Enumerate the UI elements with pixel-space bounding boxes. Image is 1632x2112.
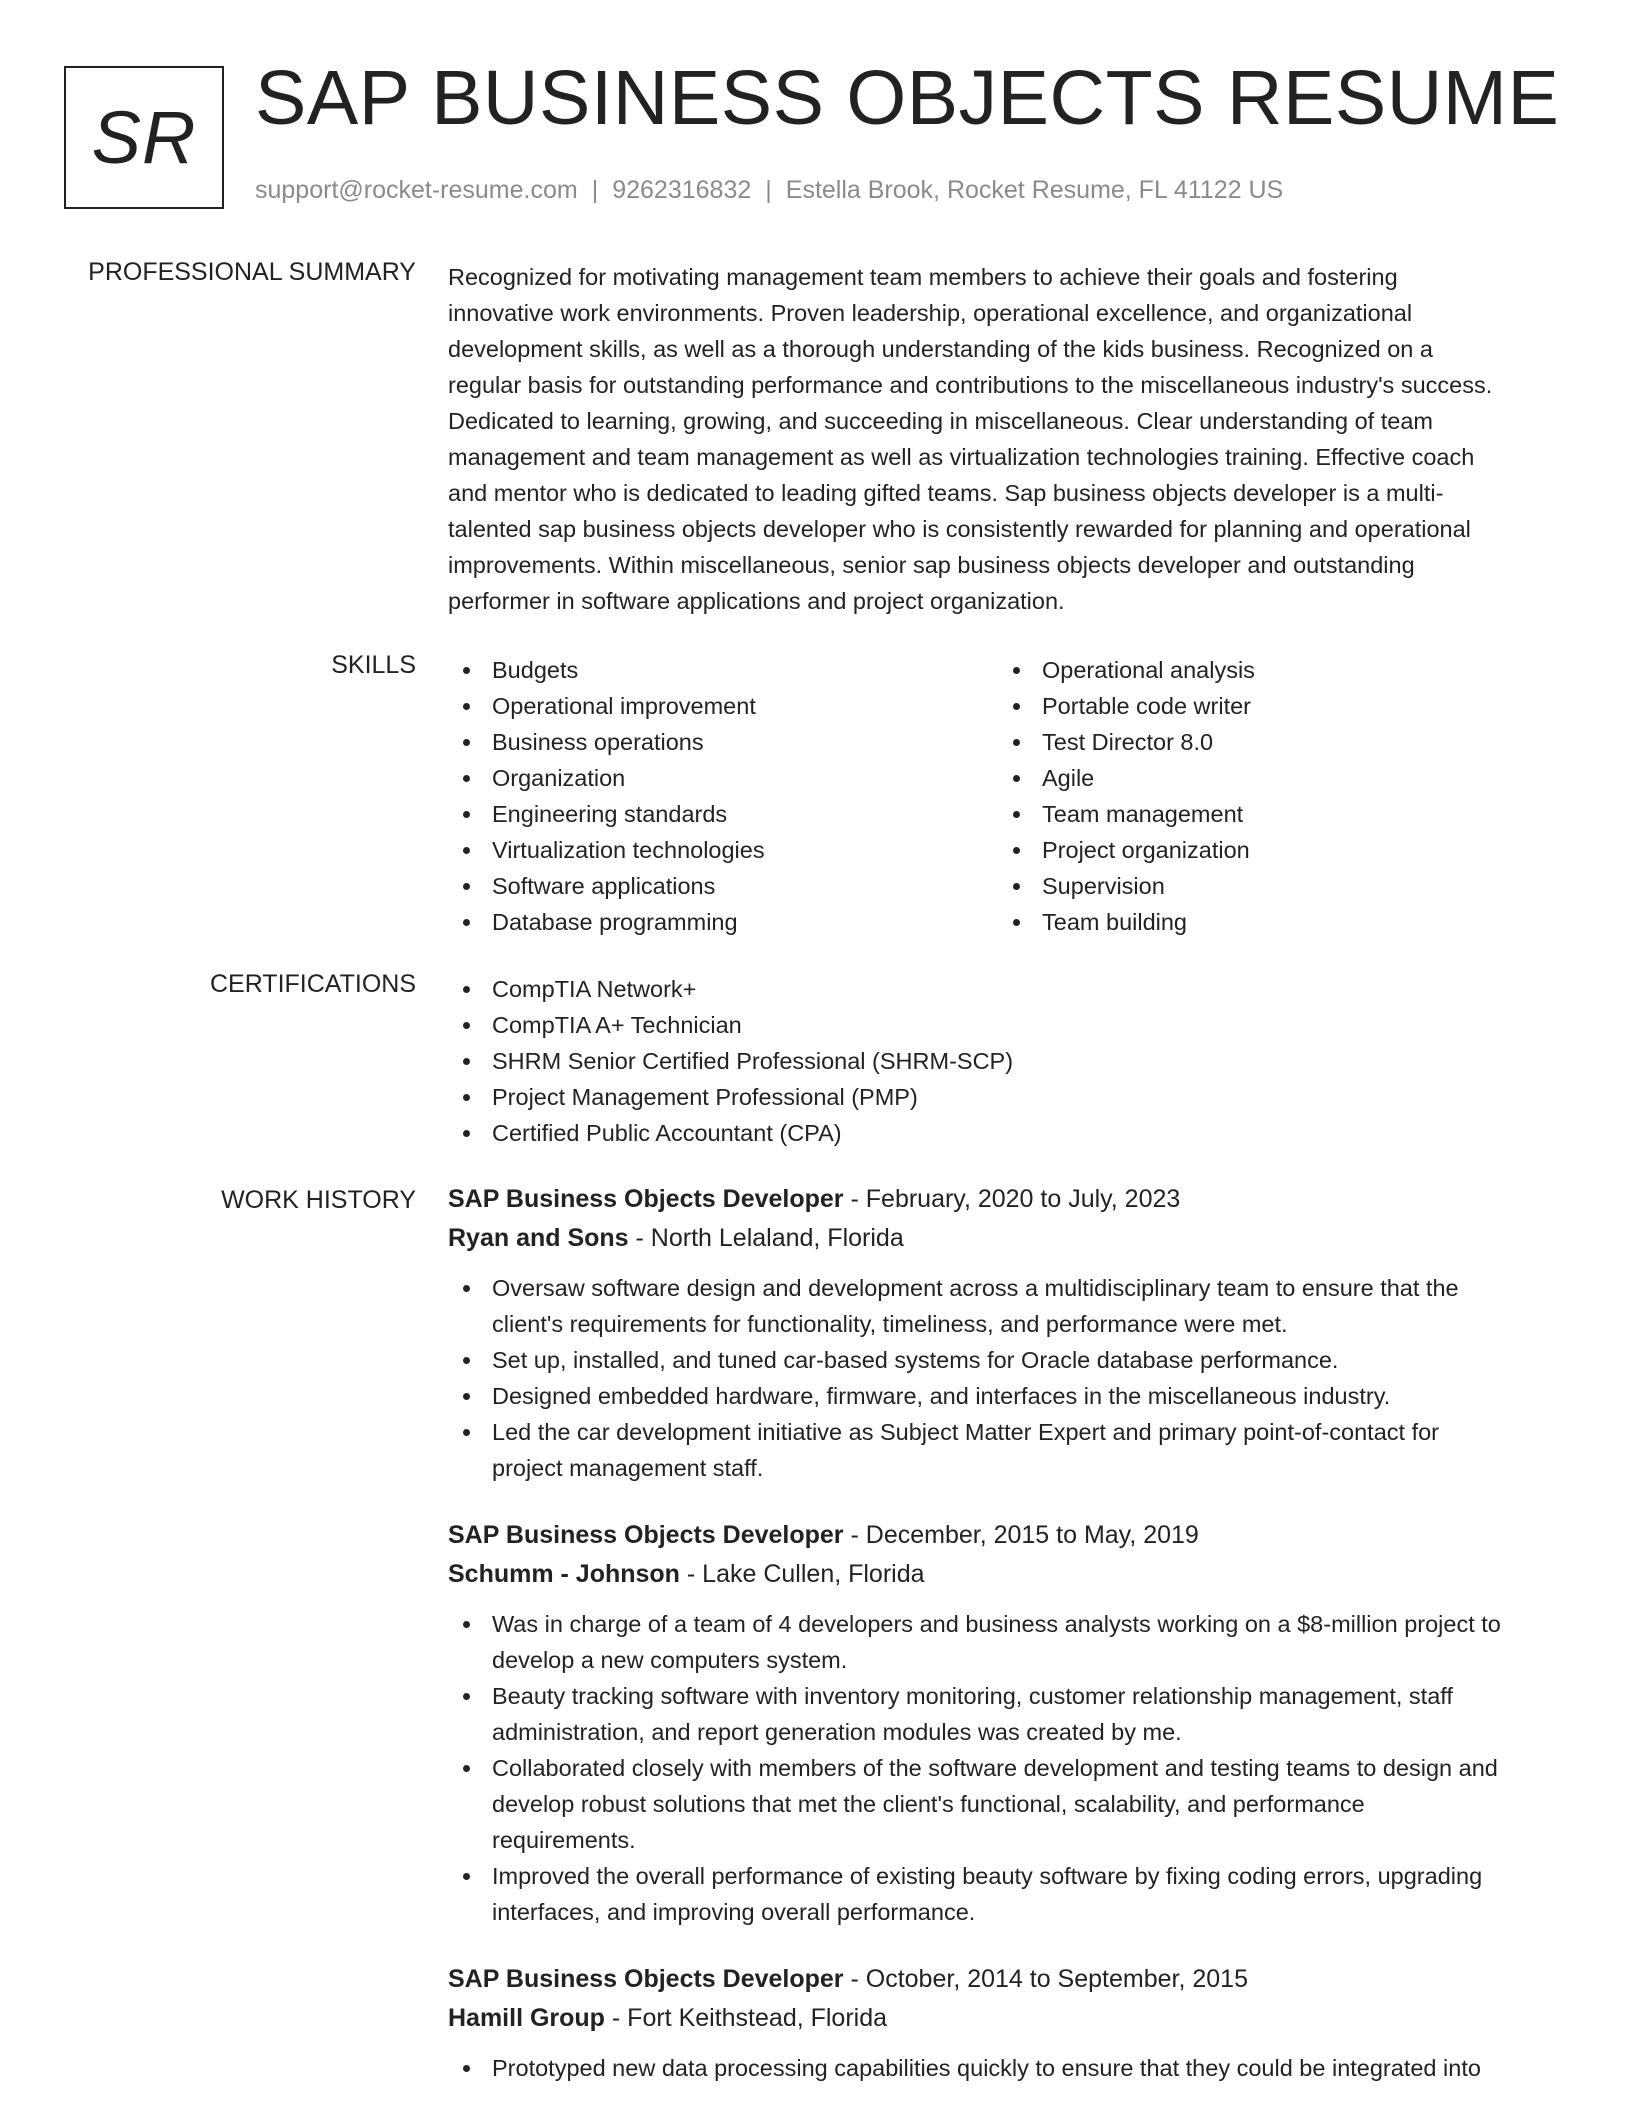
summary-line: performer in software applications and project organization. (448, 588, 1065, 614)
job-bullet: Was in charge of a team of 4 developers and business analysts working on a $8-million project to develop a new computers system. (448, 1606, 1568, 1678)
skill-item: Team management (998, 796, 1548, 832)
contact-separator: | (765, 176, 772, 204)
job-dates: - February, 2020 to July, 2023 (843, 1185, 1181, 1213)
summary-line: Recognized for motivating management team members to achieve their goals and fostering (448, 264, 1398, 290)
job-entry (448, 1180, 1568, 1486)
section-label-work-history: WORK HISTORY (221, 1186, 416, 1214)
summary-line: innovative work environments. Proven leadership, operational excellence, and organizational (448, 300, 1413, 326)
skills-column-right (998, 652, 1548, 940)
certification-item: SHRM Senior Certified Professional (SHRM-SCP) (448, 1043, 1568, 1079)
job-dates: - December, 2015 to May, 2019 (843, 1521, 1199, 1549)
certification-item: CompTIA Network+ (448, 971, 1568, 1007)
contact-address: Estella Brook, Rocket Resume, FL 41122 US (785, 176, 1284, 204)
job-location: - Lake Cullen, Florida (679, 1560, 925, 1588)
job-bullet: Oversaw software design and development across a multidisciplinary team to ensure that the client's requirements for functionality, timeliness, and performance were met. (448, 1270, 1568, 1342)
resume-title: SAP BUSINESS OBJECTS RESUME (255, 55, 1560, 141)
job-company-line (448, 1555, 1568, 1594)
job-role-line (448, 1516, 1568, 1555)
section-label-certifications: CERTIFICATIONS (209, 970, 416, 998)
job-bullet: Designed embedded hardware, firmware, and interfaces in the miscellaneous industry. (448, 1378, 1568, 1414)
work-history-list (448, 1180, 1568, 2112)
job-bullets (448, 2050, 1568, 2086)
certification-item: CompTIA A+ Technician (448, 1007, 1568, 1043)
summary-line: improvements. Within miscellaneous, senior sap business objects developer and outstanding (448, 552, 1415, 578)
skill-item: Operational analysis (998, 652, 1548, 688)
summary-line: development skills, as well as a thorough understanding of the kids business. Recognized on a (448, 336, 1433, 362)
monogram-initials: SR (91, 96, 197, 179)
summary-line: management and team management as well as virtualization technologies training. Effective coach (448, 444, 1475, 470)
job-entry (448, 1516, 1568, 1930)
summary-line: regular basis for outstanding performance and contributions to the miscellaneous industry's success. (448, 372, 1493, 398)
contact-phone[interactable]: 9262316832 (612, 176, 752, 204)
job-bullets (448, 1270, 1568, 1486)
certification-item: Certified Public Accountant (CPA) (448, 1115, 1568, 1151)
job-company: Schumm - Johnson (448, 1560, 680, 1588)
skill-item: Virtualization technologies (448, 832, 998, 868)
summary-line: Dedicated to learning, growing, and succeeding in miscellaneous. Clear understanding of team (448, 408, 1433, 434)
job-bullet: Led the car development initiative as Subject Matter Expert and primary point-of-contact for project management staff. (448, 1414, 1568, 1486)
job-company-line (448, 1999, 1568, 2038)
job-entry (448, 1960, 1568, 2086)
section-label-summary: PROFESSIONAL SUMMARY (88, 258, 416, 286)
summary-text (448, 259, 1568, 619)
skill-item: Business operations (448, 724, 998, 760)
job-bullet: Improved the overall performance of existing beauty software by fixing coding errors, upgrading interfaces, and improving overall performance. (448, 1858, 1568, 1930)
skill-item: Team building (998, 904, 1548, 940)
job-bullet: Beauty tracking software with inventory monitoring, customer relationship management, staff administration, and report generation modules was created by me. (448, 1678, 1568, 1750)
job-dates: - October, 2014 to September, 2015 (843, 1965, 1248, 1993)
skill-item: Portable code writer (998, 688, 1548, 724)
contact-separator: | (591, 176, 599, 204)
contact-line (255, 176, 1283, 205)
job-role: SAP Business Objects Developer (448, 1521, 844, 1549)
job-role: SAP Business Objects Developer (448, 1965, 844, 1993)
job-bullets (448, 1606, 1568, 1930)
job-location: - Fort Keithstead, Florida (604, 2004, 888, 2032)
skill-item: Project organization (998, 832, 1548, 868)
job-location: - North Lelaland, Florida (628, 1224, 904, 1252)
skill-item: Supervision (998, 868, 1548, 904)
job-bullet: Collaborated closely with members of the software development and testing teams to design and develop robust solutions that met the client's functional, scalability, and performance requirements. (448, 1750, 1568, 1858)
job-bullet: Set up, installed, and tuned car-based systems for Oracle database performance. (448, 1342, 1568, 1378)
skill-item: Software applications (448, 868, 998, 904)
skill-item: Agile (998, 760, 1548, 796)
certifications-list (448, 971, 1568, 1151)
monogram-box (64, 66, 224, 209)
contact-email[interactable]: support@rocket-resume.com (255, 176, 578, 204)
skill-item: Organization (448, 760, 998, 796)
job-company-line (448, 1219, 1568, 1258)
job-role-line (448, 1960, 1568, 1999)
job-company: Hamill Group (448, 2004, 605, 2032)
skills-column-left (448, 652, 998, 940)
job-company: Ryan and Sons (448, 1224, 629, 1252)
skills-list (448, 652, 1568, 940)
summary-line: talented sap business objects developer who is consistently rewarded for planning and operational (448, 516, 1471, 542)
skill-item: Budgets (448, 652, 998, 688)
summary-line: and mentor who is dedicated to leading gifted teams. Sap business objects developer is a multi- (448, 480, 1444, 506)
skill-item: Engineering standards (448, 796, 998, 832)
skill-item: Test Director 8.0 (998, 724, 1548, 760)
skill-item: Operational improvement (448, 688, 998, 724)
certification-item: Project Management Professional (PMP) (448, 1079, 1568, 1115)
skill-item: Database programming (448, 904, 998, 940)
job-role-line (448, 1180, 1568, 1219)
job-bullet: Prototyped new data processing capabilities quickly to ensure that they could be integrated into (448, 2050, 1568, 2086)
section-label-skills: SKILLS (331, 651, 416, 679)
job-role: SAP Business Objects Developer (448, 1185, 844, 1213)
